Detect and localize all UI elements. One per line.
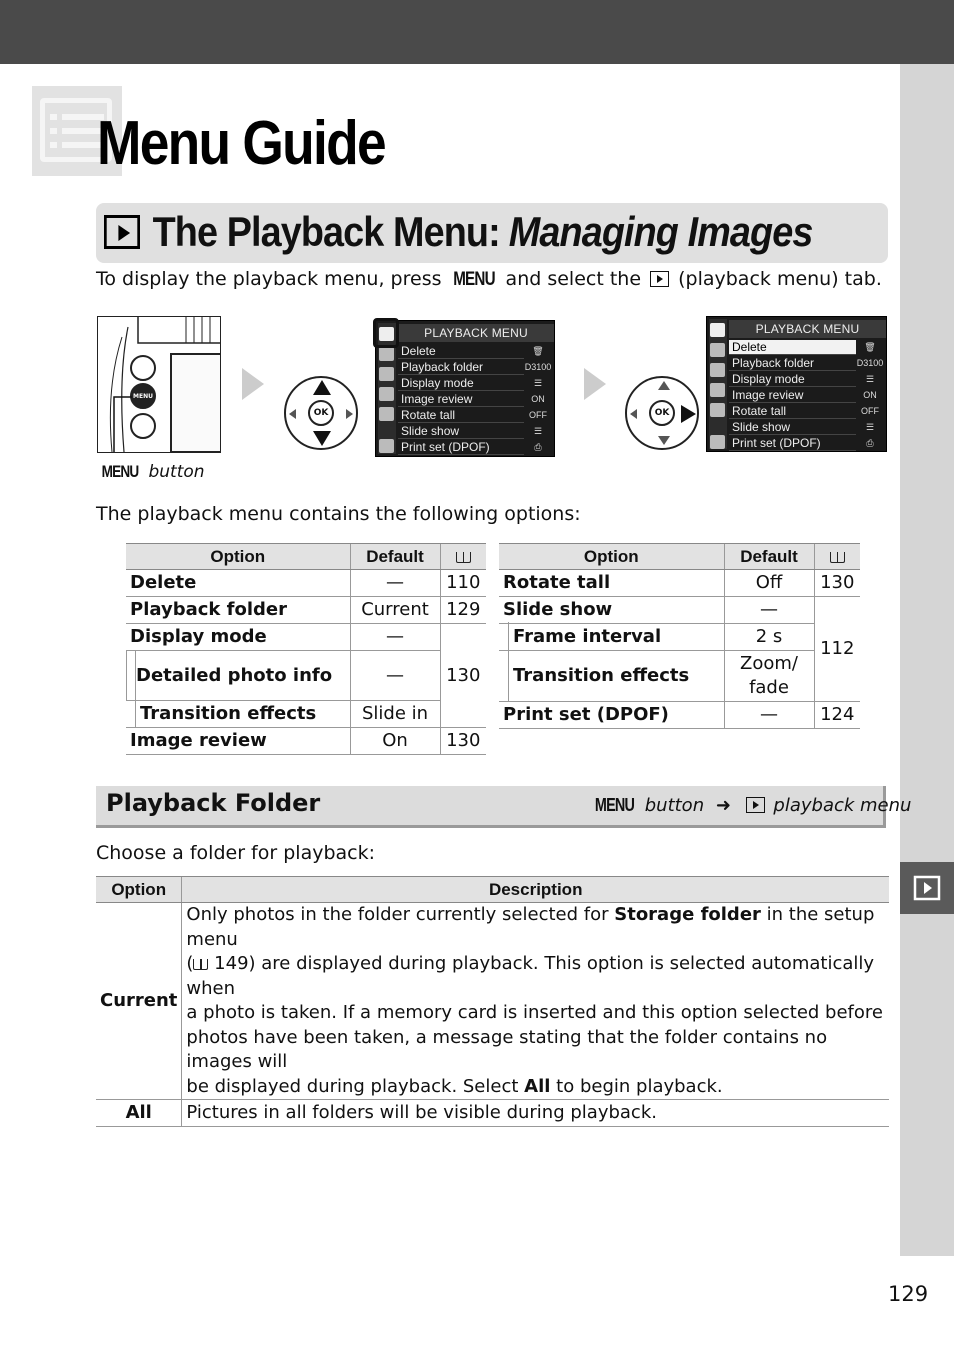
retouch-tab-icon xyxy=(379,387,394,401)
options-table-left xyxy=(126,543,486,755)
subsection-title: Playback Folder xyxy=(106,789,321,817)
page-number: 129 xyxy=(888,1282,929,1306)
arrow-right-icon: ➜ xyxy=(715,795,731,816)
options-table-right xyxy=(499,543,860,729)
multi-selector-up-down xyxy=(284,376,358,450)
multi-selector-right xyxy=(625,376,699,450)
table-row: Display mode — 130 xyxy=(126,624,486,651)
intro-text: To display the playback menu, press MENU and select the (playback menu) tab. xyxy=(96,268,882,290)
playback-menu-icon xyxy=(104,215,140,249)
side-margin xyxy=(900,64,954,1256)
playback-tab-icon xyxy=(746,797,765,813)
section-title-main: The Playback Menu: xyxy=(152,208,500,255)
right-arrow-icon xyxy=(346,409,353,419)
ok-button: OK xyxy=(649,400,675,426)
camera-back-illustration xyxy=(97,316,221,453)
book-icon xyxy=(193,959,208,970)
menu-button: MENU xyxy=(130,383,156,409)
playback-tab-icon xyxy=(912,874,942,902)
top-bar xyxy=(0,0,954,64)
book-icon xyxy=(456,552,471,563)
lcd-screen-1: PLAYBACK MENU Delete Playback folder Display mode Image review Rotate tall Slide show Print set (DPOF) 🗑 D3100 ☰ ON OFF ☰ ⎙ xyxy=(375,320,555,457)
shooting-tab-icon xyxy=(379,347,394,361)
menu-path: MENU button ➜ playback menu xyxy=(594,795,912,816)
setup-tab-icon xyxy=(379,367,394,381)
header-default: Default xyxy=(350,544,440,570)
section-title-italic: Managing Images xyxy=(508,208,813,255)
left-arrow-icon xyxy=(289,409,296,419)
left-arrow-icon xyxy=(630,409,637,419)
header-description: Description xyxy=(182,877,889,903)
table-row: Delete — 110 xyxy=(126,570,486,597)
indent-line xyxy=(508,622,509,701)
help-icon xyxy=(379,439,394,453)
help-icon xyxy=(710,435,725,449)
tab-highlight xyxy=(373,318,399,348)
table-row: Rotate tall Off 130 xyxy=(499,570,860,597)
lcd-screen-2: PLAYBACK MENU Delete Playback folder Display mode Image review Rotate tall Slide show Print set (DPOF) 🗑 D3100 ☰ ON OFF ☰ ⎙ xyxy=(706,316,887,452)
header-page xyxy=(814,544,860,570)
shooting-tab-icon xyxy=(710,343,725,357)
menu-button-word: MENU xyxy=(452,269,495,290)
table-row: Frame interval 2 s xyxy=(499,624,860,651)
table-row: Transition effects Slide in xyxy=(126,701,486,728)
table-row: Image review On 130 xyxy=(126,728,486,755)
up-arrow-icon xyxy=(658,381,670,390)
step-arrow-2 xyxy=(584,368,606,400)
step-arrow-1 xyxy=(242,368,264,400)
table-row: Transition effects Zoom/ fade xyxy=(499,651,860,702)
callout-line xyxy=(98,317,221,453)
section-title xyxy=(104,202,812,262)
playback-tab-icon xyxy=(650,271,669,287)
header-default: Default xyxy=(724,544,814,570)
up-arrow-icon xyxy=(313,380,331,395)
table-row: All Pictures in all folders will be visible during playback. xyxy=(96,1100,889,1127)
table-row: Print set (DPOF) — 124 xyxy=(499,702,860,729)
recent-tab-icon xyxy=(379,407,394,421)
chapter-title: Menu Guide xyxy=(97,109,385,178)
header-option: Option xyxy=(126,544,350,570)
header-option: Option xyxy=(96,877,182,903)
menu-button-label: MENU button xyxy=(101,462,205,482)
table-row: Playback folder Current 129 xyxy=(126,597,486,624)
retouch-tab-icon xyxy=(710,383,725,397)
ok-button: OK xyxy=(308,400,334,426)
table-row: Slide show — 112 xyxy=(499,597,860,624)
options-intro: The playback menu contains the following options: xyxy=(96,503,581,525)
indent-line xyxy=(135,650,136,727)
table-row: Detailed photo info — xyxy=(126,651,486,701)
book-icon xyxy=(830,552,845,563)
playback-tab-icon xyxy=(710,323,725,337)
header-option: Option xyxy=(499,544,724,570)
down-arrow-icon xyxy=(313,431,331,446)
chapter-tab xyxy=(900,862,954,914)
down-arrow-icon xyxy=(658,436,670,445)
right-arrow-icon xyxy=(681,405,696,423)
recent-tab-icon xyxy=(710,403,725,417)
selected-menu-item: Delete xyxy=(729,340,856,355)
folder-table xyxy=(96,876,889,1127)
table-row: Current Only photos in the folder currently selected for Storage folder in the setup menu ( 149) are displayed during playback. This option is selected automatically when a photo is taken. If a memory card is inserted and this option selected before photos have been taken, a message stating that the folder contains no images will be displayed during playback. Select All to begin playback. xyxy=(96,903,889,1100)
subsection-intro: Choose a folder for playback: xyxy=(96,842,376,864)
setup-tab-icon xyxy=(710,363,725,377)
header-page xyxy=(440,544,486,570)
